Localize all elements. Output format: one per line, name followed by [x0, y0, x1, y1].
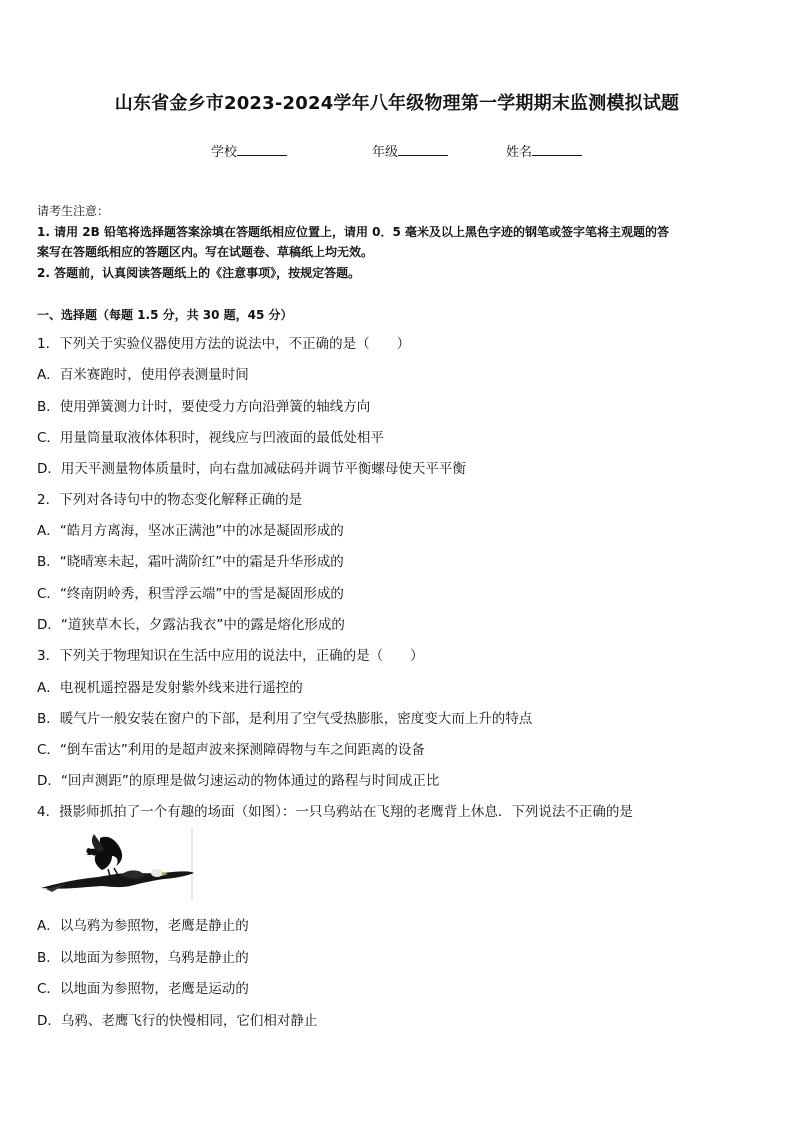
page-title: 山东省金乡市2023-2024学年八年级物理第一学期期末监测模拟试题	[114, 93, 680, 114]
grade-blank	[398, 143, 448, 156]
notice-item-1a: 1. 请用 2B 铅笔将选择题答案涂填在答题纸相应位置上，请用 0．5 毫米及以上黑色字迹的钢笔或签字笔将主观题的答	[37, 224, 669, 239]
question-3-option-a: A．电视机遥控器是发射紫外线来进行遥控的	[37, 680, 303, 696]
question-3-option-b: B．暖气片一般安装在窗户的下部，是利用了空气受热膨胀，密度变大而上升的特点	[37, 711, 533, 727]
question-2-option-c: C．“终南阴岭秀，积雪浮云端”中的雪是凝固形成的	[37, 586, 344, 602]
question-2-option-d: D．“道狭草木长，夕露沾我衣”中的露是熔化形成的	[37, 617, 345, 633]
crow-on-eagle-photo	[38, 826, 196, 902]
name-field	[506, 141, 582, 160]
question-1-option-b: B．使用弹簧测力计时，要使受力方向沿弹簧的轴线方向	[37, 399, 371, 415]
notice-item-1b: 案写在答题纸相应的答题区内。写在试题卷、草稿纸上均无效。	[37, 245, 374, 259]
grade-field	[372, 141, 448, 160]
question-1-option-c: C．用量筒量取液体体积时，视线应与凹液面的最低处相平	[37, 430, 384, 446]
question-3-stem: 3．下列关于物理知识在生活中应用的说法中，正确的是（ ）	[37, 648, 424, 664]
question-4-stem: 4．摄影师抓拍了一个有趣的场面（如图）：一只乌鸦站在飞翔的老鹰背上休息．下列说法不正确的是	[37, 804, 633, 820]
question-3-option-c: C．“倒车雷达”利用的是超声波来探测障碍物与车之间距离的设备	[37, 742, 425, 758]
question-1-stem: 1．下列关于实验仪器使用方法的说法中，不正确的是（ ）	[37, 336, 411, 352]
school-field	[211, 141, 287, 160]
question-3-option-d: D．“回声测距”的原理是做匀速运动的物体通过的路程与时间成正比	[37, 773, 440, 789]
name-blank	[532, 143, 582, 156]
question-2-option-b: B．“晓晴寒未起，霜叶满阶红”中的霜是升华形成的	[37, 554, 344, 570]
question-2-stem: 2．下列对各诗句中的物态变化解释正确的是	[37, 492, 303, 508]
question-1-option-d: D．用天平测量物体质量时，向右盘加减砝码并调节平衡螺母使天平平衡	[37, 461, 466, 477]
question-4-option-d: D．乌鸦、老鹰飞行的快慢相同，它们相对静止	[37, 1013, 318, 1029]
question-4-option-b: B．以地面为参照物，乌鸦是静止的	[37, 950, 249, 966]
notice-item-2: 2. 答题前，认真阅读答题纸上的《注意事项》，按规定答题。	[37, 265, 361, 280]
school-blank	[237, 143, 287, 156]
grade-label: 年级	[372, 145, 399, 160]
question-4-option-c: C．以地面为参照物，老鹰是运动的	[37, 981, 249, 997]
question-2-option-a: A．“皓月方离海，坚冰正满池”中的冰是凝固形成的	[37, 523, 344, 539]
notice-block	[37, 201, 757, 283]
name-label: 姓名	[506, 145, 533, 160]
question-1-option-a: A．百米赛跑时，使用停表测量时间	[37, 367, 249, 383]
notice-heading: 请考生注意：	[37, 204, 110, 218]
question-4-option-a: A．以乌鸦为参照物，老鹰是静止的	[37, 918, 249, 934]
section-title: 一、选择题（每题 1.5 分，共 30 题，45 分）	[37, 308, 293, 322]
school-label: 学校	[211, 145, 238, 160]
